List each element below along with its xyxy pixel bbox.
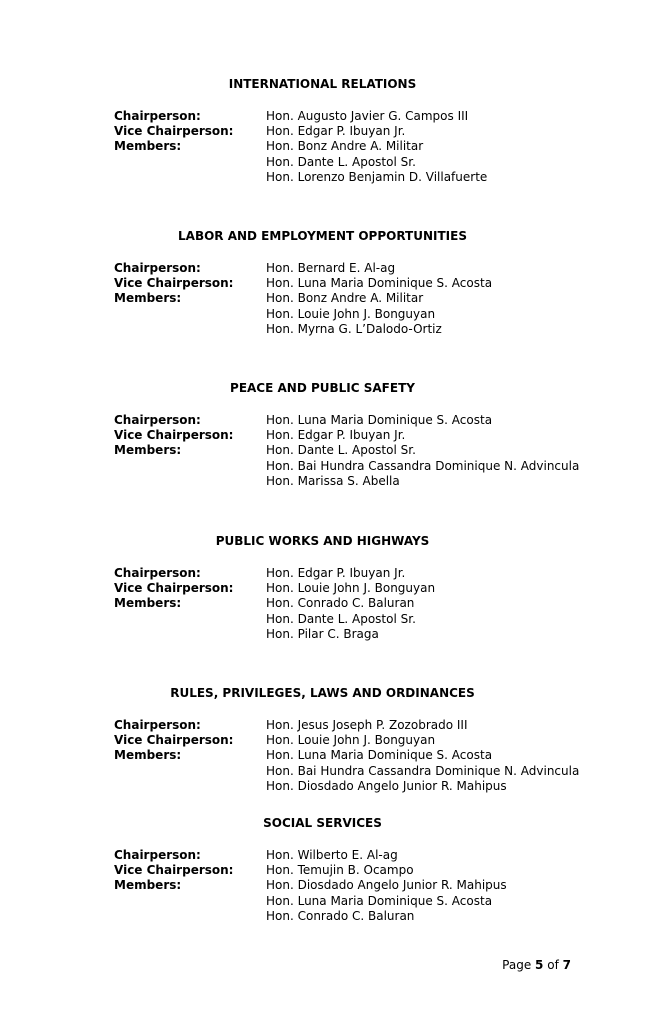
role-label: Vice Chairperson:: [114, 733, 234, 748]
roster-row: [0, 764, 645, 779]
member-name: Hon. Jesus Joseph P. Zozobrado III: [266, 718, 468, 732]
role-label: Chairperson:: [114, 848, 201, 862]
committee-title: PEACE AND PUBLIC SAFETY: [230, 381, 415, 395]
committee-section: [0, 76, 645, 185]
member-name: Hon. Bai Hundra Cassandra Dominique N. Advincula: [266, 763, 580, 778]
roster-row: [0, 322, 645, 337]
member-name: Hon. Myrna G. L’Dalodo-Ortiz: [266, 321, 442, 336]
committee-roster: [0, 566, 645, 642]
roster-row: [0, 459, 645, 474]
role-label: Vice Chairperson:: [114, 581, 234, 596]
member-name: Hon. Louie John J. Bonguyan: [266, 733, 436, 748]
member-name: Hon. Edgar P. Ibuyan Jr.: [266, 566, 406, 580]
roster-row: [0, 413, 645, 428]
roster-row: [0, 894, 645, 909]
member-name: Hon. Bonz Andre A. Militar: [266, 291, 424, 306]
member-name: Hon. Augusto Javier G. Campos III: [266, 109, 469, 123]
roster-row: [0, 291, 645, 306]
roster-row: [0, 170, 645, 185]
roster-row: [0, 733, 645, 748]
member-name: Hon. Marissa S. Abella: [266, 473, 400, 488]
role-label: Chairperson:: [114, 109, 201, 123]
committee-section: [0, 685, 645, 794]
roster-row: [0, 276, 645, 291]
member-name: Hon. Lorenzo Benjamin D. Villafuerte: [266, 169, 488, 184]
member-name: Hon. Conrado C. Baluran: [266, 596, 415, 611]
roster-row: [0, 124, 645, 139]
member-name: Hon. Dante L. Apostol Sr.: [266, 443, 416, 458]
member-name: Hon. Dante L. Apostol Sr.: [266, 154, 416, 169]
committee-section: [0, 380, 645, 489]
role-label: Chairperson:: [114, 413, 201, 427]
roster-row: [0, 474, 645, 489]
role-label: Members:: [114, 139, 182, 154]
committee-roster: [0, 261, 645, 337]
total-pages: 7: [562, 958, 571, 972]
role-label: Chairperson:: [114, 718, 201, 732]
page-separator: of: [547, 958, 559, 972]
member-name: Hon. Conrado C. Baluran: [266, 908, 415, 923]
committee-section: [0, 228, 645, 337]
role-label: Vice Chairperson:: [114, 276, 234, 291]
committee-section: [0, 533, 645, 642]
roster-row: [0, 155, 645, 170]
member-name: Hon. Bernard E. Al-ag: [266, 261, 396, 275]
member-name: Hon. Dante L. Apostol Sr.: [266, 611, 416, 626]
committee-title: RULES, PRIVILEGES, LAWS AND ORDINANCES: [170, 686, 475, 700]
roster-row: [0, 139, 645, 154]
roster-row: [0, 627, 645, 642]
roster-row: [0, 863, 645, 878]
roster-row: [0, 261, 645, 276]
member-name: Hon. Temujin B. Ocampo: [266, 863, 414, 878]
member-name: Hon. Pilar C. Braga: [266, 626, 379, 641]
role-label: Chairperson:: [114, 261, 201, 275]
member-name: Hon. Louie John J. Bonguyan: [266, 581, 436, 596]
roster-row: [0, 909, 645, 924]
roster-row: [0, 581, 645, 596]
committee-roster: [0, 413, 645, 489]
member-name: Hon. Edgar P. Ibuyan Jr.: [266, 428, 406, 443]
member-name: Hon. Wilberto E. Al-ag: [266, 848, 398, 862]
role-label: Vice Chairperson:: [114, 863, 234, 878]
role-label: Vice Chairperson:: [114, 428, 234, 443]
roster-row: [0, 443, 645, 458]
role-label: Members:: [114, 748, 182, 763]
member-name: Hon. Diosdado Angelo Junior R. Mahipus: [266, 878, 507, 893]
roster-row: [0, 718, 645, 733]
roster-row: [0, 566, 645, 581]
member-name: Hon. Luna Maria Dominique S. Acosta: [266, 413, 493, 427]
roster-row: [0, 848, 645, 863]
roster-row: [0, 596, 645, 611]
role-label: Members:: [114, 443, 182, 458]
roster-row: [0, 878, 645, 893]
committee-roster: [0, 109, 645, 185]
page-label: Page: [502, 958, 532, 972]
committee-roster: [0, 848, 645, 924]
roster-row: [0, 748, 645, 763]
committee-title: SOCIAL SERVICES: [263, 816, 382, 830]
member-name: Hon. Edgar P. Ibuyan Jr.: [266, 124, 406, 139]
roster-row: [0, 428, 645, 443]
member-name: Hon. Louie John J. Bonguyan: [266, 306, 436, 321]
roster-row: [0, 612, 645, 627]
committee-roster: [0, 718, 645, 794]
member-name: Hon. Bai Hundra Cassandra Dominique N. Advincula: [266, 458, 580, 473]
role-label: Vice Chairperson:: [114, 124, 234, 139]
page-number: [502, 958, 571, 972]
committee-title: PUBLIC WORKS AND HIGHWAYS: [215, 534, 430, 548]
member-name: Hon. Bonz Andre A. Militar: [266, 139, 424, 154]
member-name: Hon. Luna Maria Dominique S. Acosta: [266, 748, 493, 763]
role-label: Members:: [114, 291, 182, 306]
role-label: Members:: [114, 596, 182, 611]
committee-section: [0, 815, 645, 924]
member-name: Hon. Luna Maria Dominique S. Acosta: [266, 893, 493, 908]
role-label: Members:: [114, 878, 182, 893]
roster-row: [0, 109, 645, 124]
member-name: Hon. Luna Maria Dominique S. Acosta: [266, 276, 493, 291]
committee-title: LABOR AND EMPLOYMENT OPPORTUNITIES: [178, 229, 467, 243]
member-name: Hon. Diosdado Angelo Junior R. Mahipus: [266, 778, 507, 793]
roster-row: [0, 307, 645, 322]
current-page: 5: [535, 958, 544, 972]
roster-row: [0, 779, 645, 794]
committee-title: INTERNATIONAL RELATIONS: [228, 77, 417, 91]
role-label: Chairperson:: [114, 566, 201, 580]
